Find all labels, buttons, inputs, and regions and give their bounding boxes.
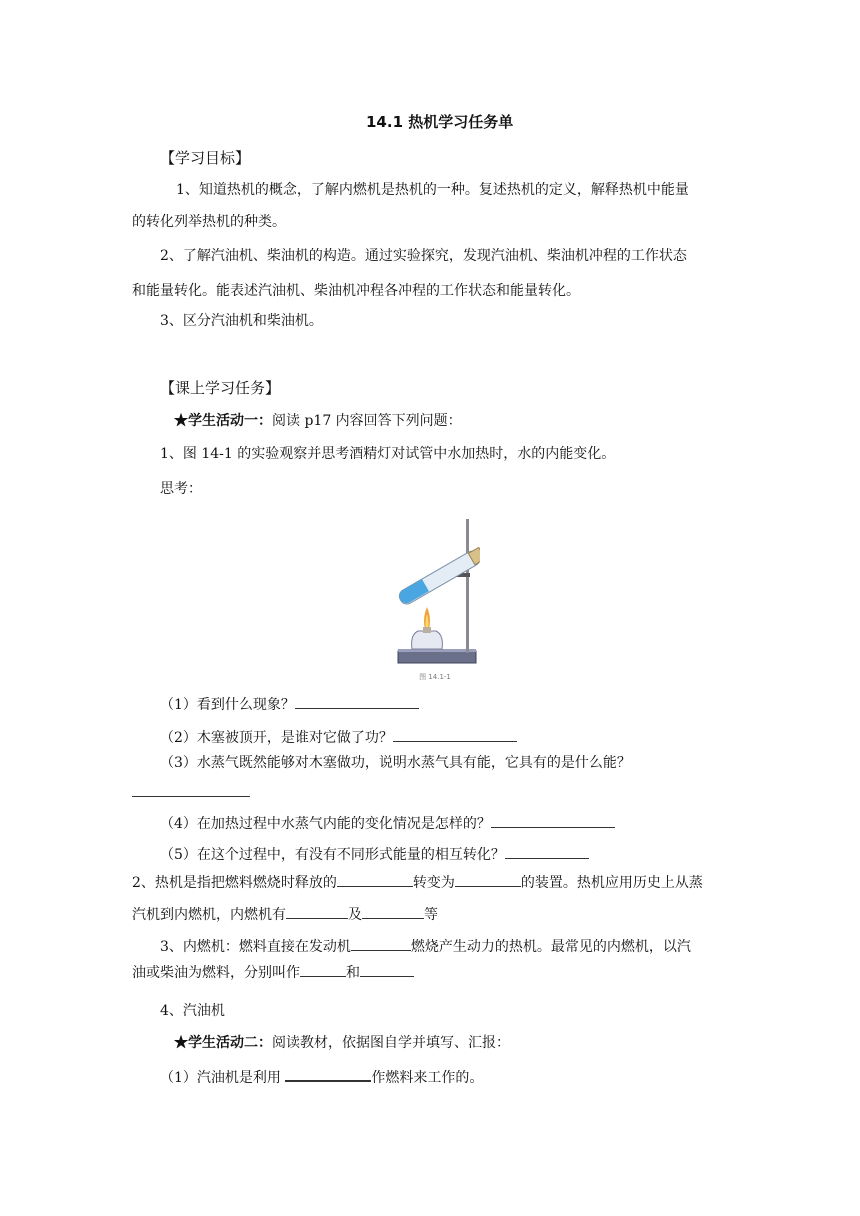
- goal-3: 3、区分汽油机和柴油机。: [160, 313, 323, 329]
- item-2-text-f: 等: [424, 907, 438, 923]
- question-1-text: （1）看到什么现象？: [160, 697, 295, 713]
- question-2-text: （2）木塞被顶开，是谁对它做了功？: [160, 730, 393, 746]
- blank-fuel[interactable]: [285, 1066, 371, 1082]
- activity-1: [174, 411, 462, 431]
- section-heading-goals: 【学习目标】: [160, 149, 251, 167]
- item-4: 4、汽油机: [160, 1003, 225, 1019]
- answer-blank-1[interactable]: [295, 694, 419, 709]
- item-3-text-a: 3、内燃机：燃料直接在发动机: [160, 939, 351, 955]
- question-2-1-text-a: （1）汽油机是利用: [160, 1070, 281, 1086]
- question-2: [160, 727, 517, 748]
- item-3-text-d: 和: [346, 965, 360, 981]
- answer-blank-3-row: [132, 782, 250, 803]
- section-heading-tasks: 【课上学习任务】: [160, 379, 281, 397]
- activity-2-text: 阅读教材，依据图自学并填写、汇报：: [272, 1035, 510, 1051]
- item-2-text-c: 的装置。热机应用历史上从蒸: [520, 875, 703, 891]
- answer-blank-3[interactable]: [132, 782, 250, 797]
- activity-2-label: ★学生活动二：: [174, 1035, 272, 1051]
- blank-heat-energy[interactable]: [337, 872, 413, 887]
- question-5: [160, 844, 589, 865]
- item-3-line-1: [160, 936, 691, 957]
- activity-1-label: ★学生活动一：: [174, 413, 272, 429]
- blank-engine-name-1[interactable]: [300, 962, 346, 977]
- blank-inside-engine[interactable]: [351, 936, 411, 951]
- activity-1-text: 阅读 p17 内容回答下列问题：: [272, 413, 462, 429]
- goal-2-line-2: 和能量转化。能表述汽油机、柴油机冲程各冲程的工作状态和能量转化。: [132, 283, 580, 299]
- answer-blank-2[interactable]: [393, 727, 517, 742]
- blank-engine-name-2[interactable]: [360, 962, 414, 977]
- goal-2-line-1: 2、了解汽油机、柴油机的构造。通过实验探究，发现汽油机、柴油机冲程的工作状态: [160, 248, 687, 264]
- item-3-line-2: [132, 962, 414, 983]
- item-2-text-a: 2、热机是指把燃料燃烧时释放的: [132, 875, 337, 891]
- activity-2: [174, 1033, 510, 1053]
- page-title: 14.1 热机学习任务单: [366, 113, 514, 131]
- item-2-text-b: 转变为: [412, 875, 455, 891]
- item-1: 1、图 14-1 的实验观察并思考酒精灯对试管中水加热时，水的内能变化。: [160, 446, 616, 462]
- item-3-text-b: 燃烧产生动力的热机。最常见的内燃机，以汽: [410, 939, 691, 955]
- question-5-text: （5）在这个过程中，有没有不同形式能量的相互转化？: [160, 847, 505, 863]
- blank-engine-type-1[interactable]: [286, 904, 348, 919]
- question-3: （3）水蒸气既然能够对木塞做功，说明水蒸气具有能，它具有的是什么能？: [160, 755, 631, 771]
- question-4-text: （4）在加热过程中水蒸气内能的变化情况是怎样的？: [160, 816, 491, 832]
- experiment-figure: [390, 515, 480, 685]
- question-4: [160, 813, 615, 834]
- item-2-text-e: 及: [348, 907, 362, 923]
- answer-blank-5[interactable]: [505, 844, 589, 859]
- goal-1-line-2: 的转化列举热机的种类。: [132, 214, 286, 230]
- question-2-1-text-b: 作燃料来工作的。: [371, 1070, 484, 1086]
- question-1: [160, 694, 419, 715]
- item-2-line-2: [132, 904, 438, 925]
- question-2-1: [160, 1066, 483, 1088]
- answer-blank-4[interactable]: [491, 813, 615, 828]
- item-2-text-d: 汽机到内燃机，内燃机有: [132, 907, 286, 923]
- figure-caption: 图 14.1-1: [419, 673, 451, 681]
- blank-engine-type-2[interactable]: [362, 904, 424, 919]
- blank-converted-to[interactable]: [455, 872, 521, 887]
- think-label: 思考：: [160, 481, 202, 497]
- item-3-text-c: 油或柴油为燃料，分别叫作: [132, 965, 300, 981]
- goal-1-line-1: 1、知道热机的概念，了解内燃机是热机的一种。复述热机的定义，解释热机中能量: [176, 182, 689, 198]
- item-2-line-1: [132, 872, 703, 893]
